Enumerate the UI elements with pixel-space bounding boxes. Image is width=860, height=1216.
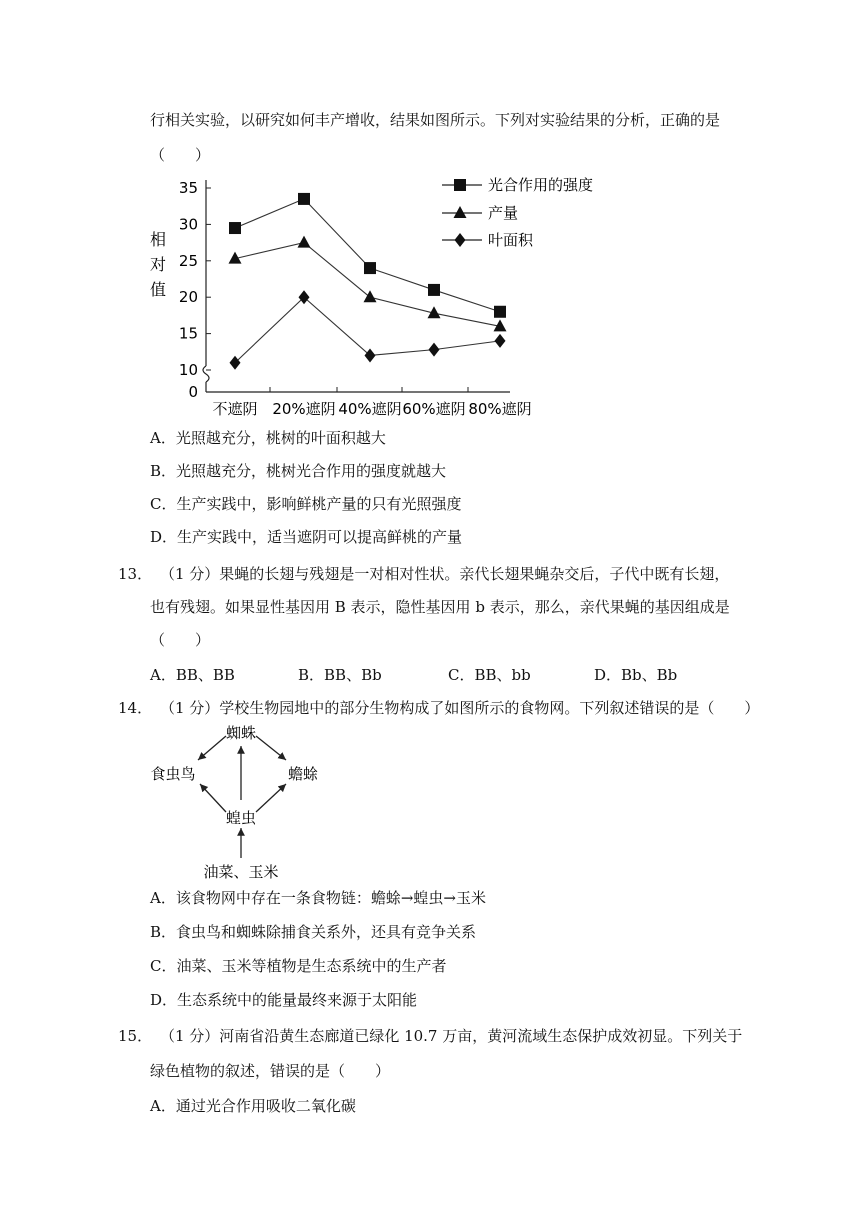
q12-option-c: C．生产实践中，影响鲜桃产量的只有光照强度 [150,495,462,513]
node-toad: 蟾蜍 [287,765,319,783]
q15-stem-line1: （1 分）河南省沿黄生态廊道已绿化 10.7 万亩，黄河流域生态保护成效初显。下列关于 [160,1027,743,1045]
y-tick-label: 25 [178,251,198,270]
q14-stem-line1: （1 分）学校生物园地中的部分生物构成了如图所示的食物网。下列叙述错误的是（ ） [160,699,760,717]
legend-label: 叶面积 [488,231,534,249]
node-bird: 食虫鸟 [150,765,196,783]
data-point-diamond [495,334,506,348]
q12-option-b: B．光照越充分，桃树光合作用的强度就越大 [150,462,447,480]
y-axis-break [203,366,209,382]
x-tick-label: 不遮阴 [212,400,258,418]
y-tick-label: 15 [178,324,198,343]
q15-option-a: A．通过光合作用吸收二氧化碳 [150,1097,356,1115]
y-axis-label: 对 [149,255,167,274]
data-point-diamond [365,348,376,362]
q13-option-b: B．BB、Bb [298,666,382,684]
data-point-square [494,306,506,318]
q14-option-d: D．生态系统中的能量最终来源于太阳能 [150,991,418,1009]
y-tick-label: 10 [178,361,198,379]
food-web-diagram [140,720,340,885]
node-plants: 油菜、玉米 [203,863,279,881]
q13-option-c: C．BB、bb [448,666,531,684]
q13-stem-line2: 也有残翅。如果显性基因用 B 表示，隐性基因用 b 表示，那么，亲代果蝇的基因组成是 [150,598,730,616]
q12-option-d: D．生产实践中，适当遮阴可以提高鲜桃的产量 [150,528,463,546]
q13-stem-paren: （ ） [150,631,211,649]
q14-option-c: C．油菜、玉米等植物是生态系统中的生产者 [150,957,447,975]
x-tick-label: 80%遮阴 [468,400,532,418]
q13-stem-line1: （1 分）果蝇的长翅与残翅是一对相对性状。亲代长翅果蝇杂交后，子代中既有长翅， [160,565,730,583]
y-tick-label: 0 [188,383,198,401]
y-tick-label: 35 [178,179,198,197]
arrow-spider-to-bird [198,736,226,760]
line-chart [140,170,620,422]
y-axis-label: 相 [149,230,167,249]
q12-stem-paren: （ ） [150,146,211,164]
x-tick-label: 20%遮阴 [272,400,336,418]
arrow-locust-to-toad [256,784,286,812]
q14-option-a: A．该食物网中存在一条食物链：蟾蜍→蝗虫→玉米 [150,889,486,907]
y-tick-label: 30 [178,215,198,234]
q12-stem-line: 行相关实验，以研究如何丰产增收，结果如图所示。下列对实验结果的分析，正确的是 [150,111,721,129]
legend-marker-diamond [455,233,466,247]
x-tick-label: 60%遮阴 [402,400,466,418]
q14-number: 14． [118,699,153,717]
legend-marker-square [454,179,466,191]
series-line-triangle [235,243,500,327]
legend-label: 光合作用的强度 [488,176,594,194]
q15-stem-line2: 绿色植物的叙述，错误的是（ ） [150,1062,391,1080]
q14-option-b: B．食虫鸟和蜘蛛除捕食关系外，还具有竞争关系 [150,923,477,941]
y-axis-label: 值 [149,280,167,299]
data-point-diamond [299,290,310,304]
data-point-triangle [364,290,377,302]
q15-number: 15． [118,1027,153,1045]
x-tick-label: 40%遮阴 [338,400,402,418]
q12-option-a: A．光照越充分，桃树的叶面积越大 [150,429,386,447]
legend-label: 产量 [488,204,519,222]
node-spider: 蜘蛛 [225,724,257,742]
legend-marker-triangle [454,206,467,218]
data-point-square [364,262,376,274]
data-point-square [298,193,310,205]
data-point-diamond [429,343,440,357]
arrow-locust-to-bird [200,784,226,812]
data-point-triangle [298,236,311,248]
data-point-diamond [230,356,241,370]
q13-option-d: D．Bb、Bb [594,666,678,684]
data-point-square [229,222,241,234]
q13-number: 13． [118,565,153,583]
data-point-square [428,284,440,296]
node-locust: 蝗虫 [225,809,257,827]
arrow-spider-to-toad [256,736,286,760]
y-tick-label: 20 [178,288,198,307]
q13-option-a: A．BB、BB [150,666,235,684]
